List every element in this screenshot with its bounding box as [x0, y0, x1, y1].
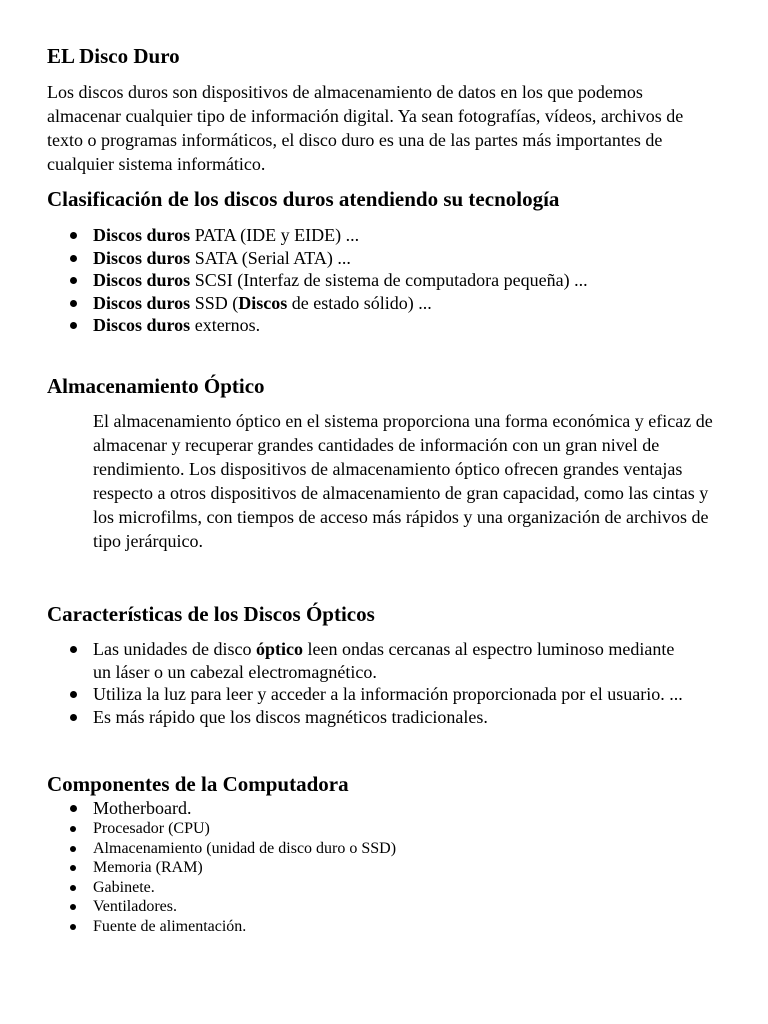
- list-item-text: Utiliza la luz para leer y acceder a la información proporcionada por el usuario. ...: [93, 684, 683, 704]
- list-item-bold: Discos duros: [93, 225, 191, 245]
- list-item-text: Las unidades de disco: [93, 639, 256, 659]
- list-item: Gabinete.: [93, 878, 768, 898]
- list-item: [93, 706, 768, 729]
- list-item-bold: Discos duros: [93, 292, 191, 313]
- heading-disco-duro: EL Disco Duro: [47, 44, 180, 68]
- paragraph-disco-duro: Los discos duros son dispositivos de almacenamiento de datos en los que podemos almacenar cualquier tipo de información digital. Ya sean fotografías, vídeos, archivos de texto o programas informáticos, el disco duro es una de las partes más importantes de cualquier sistema informático.: [47, 82, 684, 174]
- heading-almacenamiento-optico: Almacenamiento Óptico: [47, 374, 265, 398]
- list-componentes: [47, 797, 768, 936]
- list-item-bold: Discos: [238, 292, 288, 313]
- list-item: Ventiladores.: [93, 897, 768, 917]
- heading-caracteristicas: Características de los Discos Ópticos: [47, 602, 375, 626]
- list-item-bold: óptico: [255, 639, 303, 659]
- heading-componentes: Componentes de la Computadora: [47, 772, 349, 796]
- list-item: Fuente de alimentación.: [93, 917, 768, 937]
- list-item: [93, 683, 693, 706]
- list-item-text: PATA (IDE y EIDE) ...: [190, 225, 360, 245]
- paragraph-almacenamiento-optico: El almacenamiento óptico en el sistema proporciona una forma económica y eficaz de almacenar y recuperar grandes cantidades de información con un gran nivel de rendimiento. Los dispositivos de almacenamiento óptico ofrecen grandes ventajas respecto a otros dispositivos de almacenamiento de gran capacidad, como las cintas y los microfilms, con tiempos de acceso más rápidos y una organización de archivos de tipo jerárquico.: [93, 411, 713, 551]
- list-item: Memoria (RAM): [93, 858, 768, 878]
- list-item-text: SCSI (Interfaz de sistema de computadora pequeña) ...: [190, 270, 588, 290]
- list-item-bold: Discos duros: [93, 270, 191, 290]
- list-item-text: leen ondas cercanas al espectro luminoso mediante un láser o un cabezal electromagnético.: [93, 639, 675, 682]
- list-item: Almacenamiento (unidad de disco duro o SSD): [93, 839, 768, 859]
- list-item: [93, 269, 768, 292]
- list-item: Procesador (CPU): [93, 819, 768, 839]
- list-item-bold: Discos duros: [93, 315, 191, 335]
- list-item-text: externos.: [190, 315, 261, 335]
- list-item-bold: Discos duros: [93, 247, 191, 268]
- list-item-text: SSD (: [190, 292, 239, 313]
- list-item-text: SATA (Serial ATA) ...: [190, 247, 351, 268]
- heading-clasificacion: Clasificación de los discos duros atendiendo su tecnología: [47, 187, 560, 211]
- list-item: [93, 638, 693, 683]
- list-item: Motherboard.: [93, 797, 768, 819]
- list-item-text: Es más rápido que los discos magnéticos tradicionales.: [93, 706, 488, 727]
- list-caracteristicas: [47, 638, 768, 728]
- list-clasificacion: [47, 224, 768, 337]
- list-item: [93, 292, 768, 315]
- list-item: [93, 314, 768, 337]
- list-item: [93, 224, 768, 247]
- list-item-text: de estado sólido) ...: [287, 292, 432, 313]
- list-item: [93, 247, 768, 270]
